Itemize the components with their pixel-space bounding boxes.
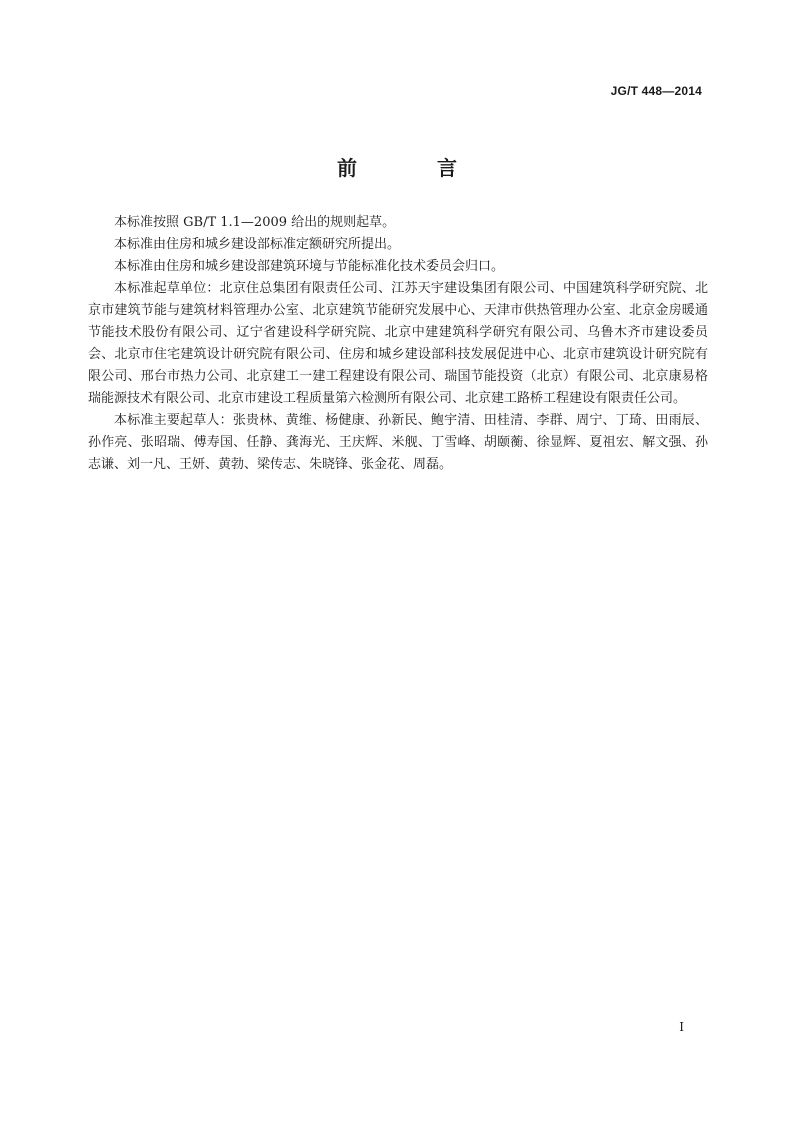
standard-code: JG/T 448—2014: [610, 84, 702, 98]
page-number: I: [679, 1020, 684, 1034]
paragraph-proposer: 本标准由住房和城乡建设部标准定额研究所提出。: [114, 237, 401, 252]
foreword-body: [88, 212, 708, 476]
paragraph-drafting-units: 本标准起草单位：北京住总集团有限责任公司、江苏天宇建设集团有限公司、中国建筑科学研究院、北京市建筑节能与建筑材料管理办公室、北京建筑节能研究发展中心、天津市供热管理办公室、北京金房暖通节能技术股份有限公司、辽宁省建设科学研究院、北京中建建筑科学研究有限公司、乌鲁木齐市建设委员会、北京市住宅建筑设计研究院有限公司、住房和城乡建设部科技发展促进中心、北京市建筑设计研究院有限公司、邢台市热力公司、北京建工一建工程建设有限公司、瑞国节能投资（北京）有限公司、北京康易格瑞能源技术有限公司、北京市建设工程质量第六检测所有限公司、北京建工路桥工程建设有限责任公司。: [88, 281, 708, 406]
paragraph-centralized-by: 本标准由住房和城乡建设部建筑环境与节能标准化技术委员会归口。: [114, 259, 505, 274]
paragraph-drafting-rules: 本标准按照 GB/T 1.1—2009 给出的规则起草。: [114, 215, 396, 230]
page-title: 前 言: [337, 156, 487, 180]
paragraph-main-drafters: 本标准主要起草人：张贵林、黄维、杨健康、孙新民、鲍宇清、田桂清、李群、周宁、丁琦、田雨辰、孙作亮、张昭瑞、傅寿国、任静、龚海光、王庆辉、米舰、丁雪峰、胡颐蘅、徐显辉、夏祖宏、解文强、孙志谦、刘一凡、王妍、黄勃、梁传志、朱晓锋、张金花、周磊。: [88, 413, 708, 472]
